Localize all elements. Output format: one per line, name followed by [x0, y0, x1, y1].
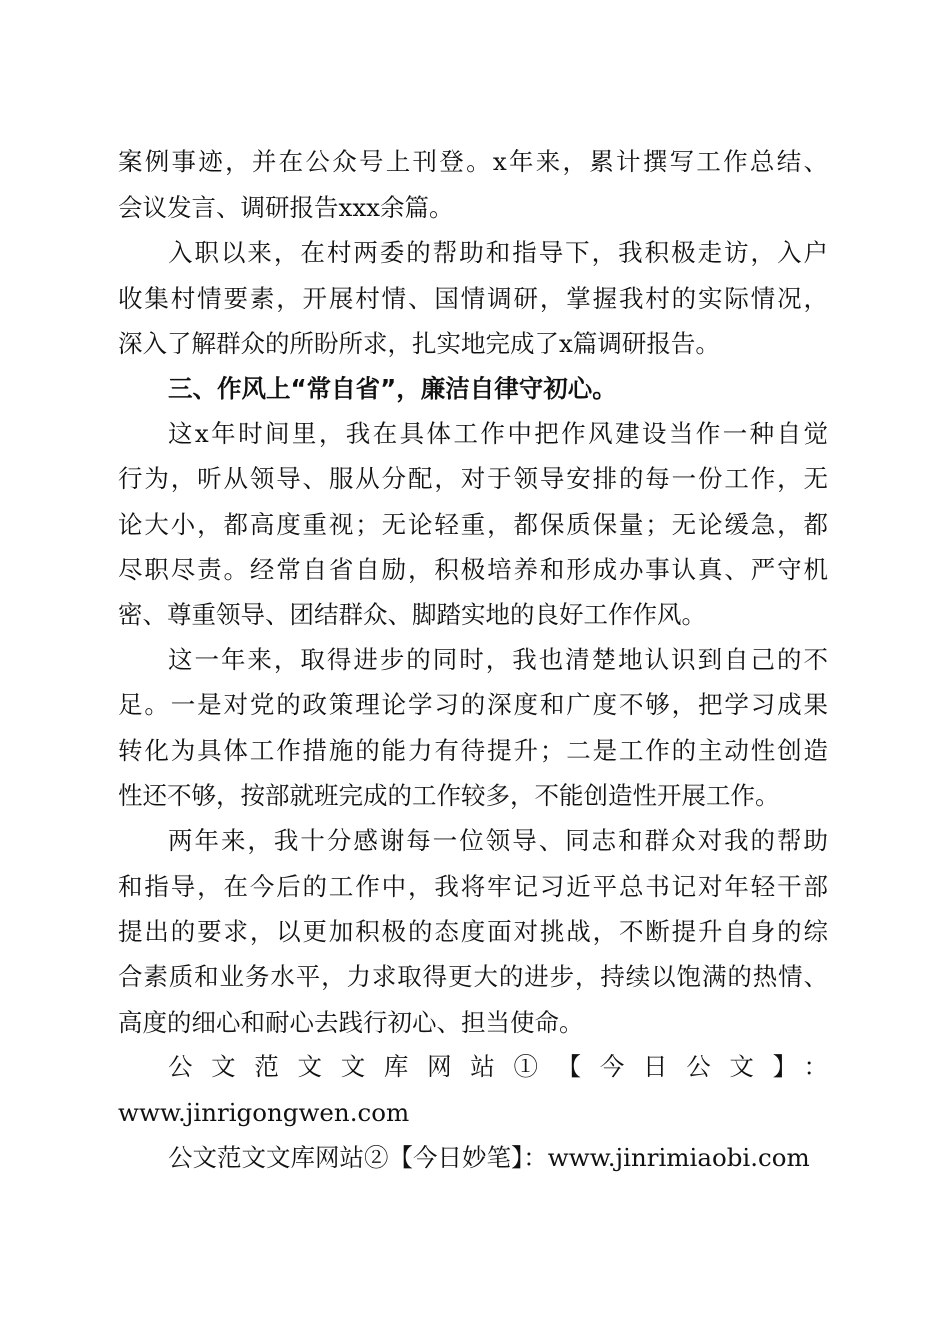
text-line: 足。一是对党的政策理论学习的深度和广度不够，把学习成果 — [118, 690, 828, 719]
text-line: 收集村情要素，开展村情、国情调研，掌握我村的实际情况， — [118, 284, 828, 313]
text-line: 尽职尽责。经常自省自励，积极培养和形成办事认真、严守机 — [118, 555, 828, 584]
paragraph-first-line: 这一年来，取得进步的同时，我也清楚地认识到自己的不 — [168, 645, 828, 674]
paragraph-first-line: 这x年时间里，我在具体工作中把作风建设当作一种自觉 — [168, 419, 828, 448]
text-line: 转化为具体工作措施的能力有待提升；二是工作的主动性创造 — [118, 736, 828, 765]
text-line: 会议发言、调研报告xxx余篇。 — [118, 193, 454, 222]
text-line: 行为，听从领导、服从分配，对于领导安排的每一份工作，无 — [118, 464, 828, 493]
text-line: 深入了解群众的所盼所求，扎实地完成了x篇调研报告。 — [118, 329, 720, 358]
text-line: 性还不够，按部就班完成的工作较多，不能创造性开展工作。 — [118, 781, 780, 810]
website-line-1: 公文范文文库网站①【今日公文】： — [168, 1052, 828, 1081]
text-line: 密、尊重领导、团结群众、脚踏实地的良好工作作风。 — [118, 600, 706, 629]
text-line: 提出的要求，以更加积极的态度面对挑战，不断提升自身的综 — [118, 917, 828, 946]
text-line: 合素质和业务水平，力求取得更大的进步，持续以饱满的热情、 — [118, 962, 828, 991]
section-heading: 三、作风上“常自省”，廉洁自律守初心。 — [168, 374, 617, 403]
paragraph-first-line: 两年来，我十分感谢每一位领导、同志和群众对我的帮助 — [168, 826, 828, 855]
text-line: 案例事迹，并在公众号上刊登。x年来，累计撰写工作总结、 — [118, 147, 828, 176]
text-line: 论大小，都高度重视；无论轻重，都保质保量；无论缓急，都 — [118, 510, 828, 539]
text-line: 和指导，在今后的工作中，我将牢记习近平总书记对年轻干部 — [118, 872, 828, 901]
text-line: 高度的细心和耐心去践行初心、担当使命。 — [118, 1008, 584, 1037]
paragraph-first-line: 入职以来，在村两委的帮助和指导下，我积极走访，入户 — [168, 238, 828, 267]
website-line-2[interactable]: 公文范文文库网站②【今日妙笔】：www.jinrimiaobi.com — [168, 1143, 810, 1172]
website-url-1[interactable]: www.jinrigongwen.com — [118, 1098, 410, 1127]
